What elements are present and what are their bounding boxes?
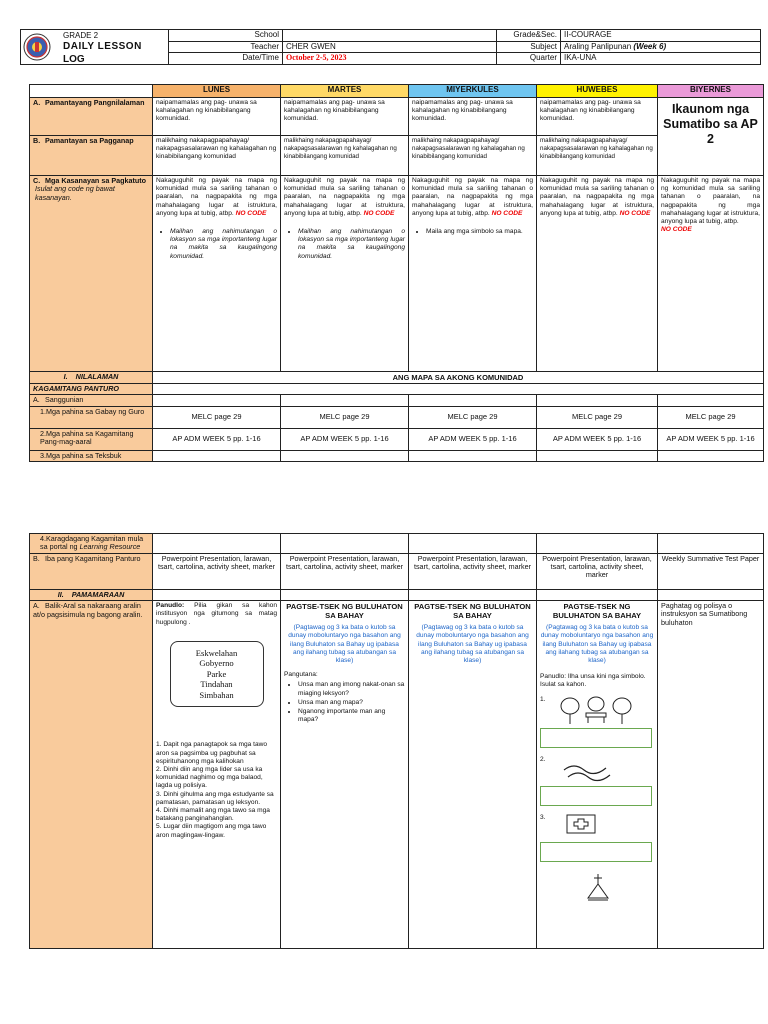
section2-thu: [537, 589, 658, 600]
teksbuk-thu: [537, 450, 658, 461]
row-a-mon: naipamamalas ang pag- unawa sa kahalagahan ng kinabibilangang komunidad.: [153, 98, 281, 136]
school-value: [283, 30, 497, 42]
choice-eskwelahan: Eskwelahan: [195, 647, 238, 658]
answer-box-1[interactable]: [540, 728, 652, 748]
quarter-value: IKA-UNA: [561, 53, 761, 65]
row-c-mon: Nakaguguhit ng payak na mapa ng komunidad mula sa sariling tahanan o paaralan, na nagpapakita ng mga mahahalagang lugar at istruktura, anyong lupa at tubig, atbp. NO CODE • Mailhan ang nahimutangan o lokasyon sa mga importanteng lugar na makita sa kaugalingong komunidad.: [153, 176, 281, 372]
sanggunian-label: A. Sanggunian: [30, 395, 153, 406]
balik-aral-mon: [153, 601, 281, 949]
sanggunian-mon: [153, 395, 281, 406]
karagdagang-thu: [537, 534, 658, 554]
teksbuk-fri: [658, 450, 764, 461]
iba-pang-label: B. Iba pang Kagamitang Panturo: [30, 553, 153, 589]
gabay-fri: MELC page 29: [658, 406, 764, 428]
logo-title-cell: [21, 30, 169, 65]
kagamitang-label: 2.Mga pahina sa Kagamitang Pang-mag-aaral: [30, 428, 153, 450]
section1-label: I. NILALAMAN: [30, 372, 153, 384]
balik-aral-thu: [537, 601, 658, 949]
karagdagang-fri: [658, 534, 764, 554]
answer-box-3[interactable]: [540, 842, 652, 862]
answer-box-2[interactable]: [540, 786, 652, 806]
thu-panudlo: Panudlo: Ilha unsa kini nga simbolo. Isulat sa kahon.: [540, 673, 646, 689]
hospital-cross-icon: [566, 814, 596, 834]
grade-sec-label: Grade&Sec.: [497, 30, 561, 42]
subject-week: (Week 6): [633, 41, 667, 51]
iba-pang-wed: Powerpoint Presentation, larawan, tsart, cartolina, activity sheet, marker: [409, 553, 537, 589]
tue-question-1: • Unsa man ang imong nakat-onan sa miaging leksyon?: [298, 681, 405, 697]
thu-item-3: [540, 814, 654, 838]
gabay-mon: MELC page 29: [153, 406, 281, 428]
header-section: [20, 29, 760, 65]
tue-pangutana: Pangutana:: [284, 671, 318, 679]
dll-table-page1: [29, 84, 764, 462]
row-c-fri: Nakaguguhit ng payak na mapa ng komunidad mula sa sariling tahanan o paaralan, na nagpapakita ng mga mahahalagang lugar at istruktura, anyong lupa at tubig, atbp. NO CODE: [658, 176, 764, 372]
karagdagang-label: 4.Karagdagang Kagamitan mula sa portal ng Learning Resource: [30, 534, 153, 554]
day-header-wed: MIYERKULES: [409, 85, 537, 98]
school-label: School: [169, 30, 283, 42]
section1-content: ANG MAPA SA AKONG KOMUNIDAD: [153, 372, 764, 384]
gabay-tue: MELC page 29: [281, 406, 409, 428]
iba-pang-thu: Powerpoint Presentation, larawan, tsart, cartolina, activity sheet, marker: [537, 553, 658, 589]
page1-main: [29, 84, 763, 462]
row-c-wed-bullet: • Maila ang mga simbolo sa mapa.: [426, 228, 533, 236]
tue-question-3: • Nganong importante man ang mapa?: [298, 708, 405, 724]
mon-item-4: 4. Dinhi mamalit ang mga tawo sa mga batakang panginahanglan.: [156, 806, 270, 823]
wed-pagtse-title: PAGTSE-TSEK NG BULUHATON SA BAHAY: [414, 602, 531, 621]
adm-thu: AP ADM WEEK 5 pp. 1-16: [537, 428, 658, 450]
teacher-value: CHER GWEN: [283, 41, 497, 53]
thu-item-2: [540, 756, 654, 782]
row-c-tue-bullet: • Mailhan ang nahimutangan o lokasyon sa mga importanteng lugar na makita sa kaugalingong komunidad.: [298, 228, 405, 261]
teacher-label: Teacher: [169, 41, 283, 53]
mon-item-3: 3. Dinhi gihulma ang mga estudyante sa pamatasan, pamatasan ug leksyon.: [156, 790, 274, 806]
subject-label: Subject: [497, 41, 561, 53]
thu-pagtse-title: PAGTSE-TSEK NG BULUHATON SA BAHAY: [552, 602, 642, 621]
row-b-thu: malikhaing nakapagpapahayag/ nakapagsasalarawan ng kahalagahan ng kinabibilangang komunidad: [537, 136, 658, 176]
tue-pagtse-note: (Pagtawag og 3 ka bata o kutob sa dunay moboluntaryo nga basahon ang ilang Buluhaton sa Bahay ug ipabasa ang ilahang tubag sa atubangan sa klase): [288, 624, 401, 665]
day-header-thu: HUWEBES: [537, 85, 658, 98]
church-icon: [586, 872, 610, 902]
row-c-label: C. Mga Kasanayan sa Pagkatuto Isulat ang code ng bawat kasanayan.: [30, 176, 153, 372]
sanggunian-thu: [537, 395, 658, 406]
dll-title-line1: DAILY LESSON: [63, 41, 142, 52]
tue-pagtse-title: PAGTSE-TSEK NG BULUHATON SA BAHAY: [286, 602, 403, 621]
page2-main: [29, 533, 763, 949]
iba-pang-tue: Powerpoint Presentation, larawan, tsart, cartolina, activity sheet, marker: [281, 553, 409, 589]
row-c-mon-bullet: • Mailhan ang nahimutangan o lokasyon sa mga importanteng lugar na makita sa kaugalingong komunidad.: [170, 228, 277, 261]
tue-question-2: • Unsa man ang mapa?: [298, 699, 405, 707]
kagamitan-label: KAGAMITANG PANTURO: [30, 384, 153, 395]
row-a-label: A. Pamantayang Pangnilalaman: [30, 98, 153, 136]
row-a-thu: naipamamalas ang pag- unawa sa kahalagahan ng kinabibilangang komunidad.: [537, 98, 658, 136]
sanggunian-fri: [658, 395, 764, 406]
choice-simbahan: Simbahan: [199, 689, 234, 700]
adm-wed: AP ADM WEEK 5 pp. 1-16: [409, 428, 537, 450]
iba-pang-mon: Powerpoint Presentation, larawan, tsart, cartolina, activity sheet, marker: [153, 553, 281, 589]
corner-cell: [30, 85, 153, 98]
wed-pagtse-note: (Pagtawag og 3 ka bata o kutob sa dunay moboluntaryo nga basahon ang ilang Buluhaton sa Bahay ug ipabasa ang ilahang tubag sa atubangan sa klase): [416, 624, 529, 665]
balik-aral-label: A. Balik-Aral sa nakaraang aralin at/o pagsisimula ng bagong aralin.: [30, 601, 153, 949]
balik-aral-tue: [281, 601, 409, 949]
grade-sec-value: II-COURAGE: [561, 30, 761, 42]
row-c-tue: Nakaguguhit ng payak na mapa ng komunidad mula sa sariling tahanan o paaralan, na nagpapakita ng mga mahahalagang lugar at istruktura, anyong lupa at tubig, atbp. NO CODE • Mailhan ang nahimutangan o lokasyon sa mga importanteng lugar na makita sa kaugalingong komunidad.: [281, 176, 409, 372]
row-a-wed: naipamamalas ang pag- unawa sa kahalagahan ng kinabibilangang komunidad.: [409, 98, 537, 136]
teksbuk-tue: [281, 450, 409, 461]
mon-panudlo: Panudlo: Pilia gikan sa kahon institusyon nga gitumong sa matag hugpulong .: [156, 602, 277, 626]
river-icon: [562, 760, 612, 784]
section2-fri: [658, 589, 764, 600]
day-header-fri: BIYERNES: [658, 85, 764, 98]
choice-gobyerno: Gobyerno: [199, 658, 234, 669]
mon-items: [156, 741, 277, 839]
deped-seal-icon: [23, 33, 51, 61]
date-label: Date/Time: [169, 53, 283, 65]
day-header-tue: MARTES: [281, 85, 409, 98]
karagdagang-mon: [153, 534, 281, 554]
gabay-thu: MELC page 29: [537, 406, 658, 428]
section2-tue: [281, 589, 409, 600]
date-value: October 2-5, 2023: [283, 53, 497, 65]
teksbuk-wed: [409, 450, 537, 461]
header-table: [20, 29, 761, 65]
kagamitan-empty: [153, 384, 764, 395]
day-header-mon: LUNES: [153, 85, 281, 98]
karagdagang-tue: [281, 534, 409, 554]
thu-item-3-num: 3.: [540, 813, 546, 821]
gabay-wed: MELC page 29: [409, 406, 537, 428]
sanggunian-tue: [281, 395, 409, 406]
choice-tindahan: Tindahan: [200, 679, 233, 690]
mon-item-5: 5. Lugar diin magtigom ang mga tawo aron maglingaw-lingaw.: [156, 823, 267, 839]
sanggunian-wed: [409, 395, 537, 406]
dll-title-line2: LOG: [63, 54, 85, 65]
row-a-tue: naipamamalas ang pag- unawa sa kahalagahan ng kinabibilangang komunidad.: [281, 98, 409, 136]
mon-item-2: 2. Dinhi diin ang mga lider sa usa ka komunidad naghimo og mga balaod, lagda ug polisiya.: [156, 765, 263, 790]
section2-mon: [153, 589, 281, 600]
teksbuk-label: 3.Mga pahina sa Teksbuk: [30, 450, 153, 461]
mon-item-1: 1. Dapit nga panagtapok sa mga tawo aron sa pagsimba ug pagbuhat sa espirituhanong mga kalihokan: [156, 741, 268, 765]
adm-fri: AP ADM WEEK 5 pp. 1-16: [658, 428, 764, 450]
iba-pang-fri: Weekly Summative Test Paper: [658, 553, 764, 589]
choice-parke: Parke: [206, 668, 227, 679]
teksbuk-mon: [153, 450, 281, 461]
subject-value-cell: [561, 41, 761, 53]
grade-label: GRADE 2: [63, 31, 99, 40]
thu-item-1: [540, 696, 654, 724]
karagdagang-wed: [409, 534, 537, 554]
quarter-label: Quarter: [497, 53, 561, 65]
mon-choice-box: [170, 641, 264, 708]
balik-aral-fri: Paghatag og polisya o instruksyon sa Sumatibong buluhaton: [658, 601, 764, 949]
row-b-label: B. Pamantayan sa Pagganap: [30, 136, 153, 176]
park-trees-icon: [558, 696, 634, 726]
subject-value: Araling Panlipunan: [564, 41, 632, 51]
adm-mon: AP ADM WEEK 5 pp. 1-16: [153, 428, 281, 450]
adm-tue: AP ADM WEEK 5 pp. 1-16: [281, 428, 409, 450]
row-c-wed: Nakaguguhit ng payak na mapa ng komunidad mula sa sariling tahanan o paaralan, na nagpapakita ng mga mahahalagang lugar at istruktura, anyong lupa at tubig, atbp. NO CODE • Maila ang mga simbolo sa mapa.: [409, 176, 537, 372]
row-c-thu: Nakaguguhit ng payak na mapa ng komunidad mula sa sariling tahanan o paaralan, na nagpapakita ng mga mahahalagang lugar at istruktura, anyong lupa at tubig, atbp. NO CODE: [537, 176, 658, 372]
thu-pagtse-note: (Pagtawag og 3 ka bata o kutob sa dunay moboluntaryo nga basahon ang ilang Buluhaton sa Bahay ug ipabasa ang ilahang tubag sa atubangan sa klase): [540, 624, 654, 665]
row-b-tue: malikhaing nakapagpapahayag/ nakapagsasalarawan ng kahalagahan ng kinabibilangang komunidad: [281, 136, 409, 176]
section2-wed: [409, 589, 537, 600]
row-c-sublabel: Isulat ang code ng bawat kasanayan.: [35, 184, 115, 202]
gabay-label: 1.Mga pahina sa Gabay ng Guro: [30, 406, 153, 428]
section2-label: II. PAMAMARAAN: [30, 589, 153, 600]
thu-item-2-num: 2.: [540, 755, 546, 763]
friday-summative-title: Ikaunom nga Sumatibo sa AP 2: [658, 98, 764, 176]
dll-table-page2: [29, 533, 764, 949]
thu-item-1-num: 1.: [540, 695, 546, 703]
row-b-wed: malikhaing nakapagpapahayag/ nakapagsasalarawan ng kahalagahan ng kinabibilangang komunidad: [409, 136, 537, 176]
balik-aral-wed: [409, 601, 537, 949]
row-b-mon: malikhaing nakapagpapahayag/ nakapagsasalarawan ng kahalagahan ng kinabibilangang komunidad: [153, 136, 281, 176]
